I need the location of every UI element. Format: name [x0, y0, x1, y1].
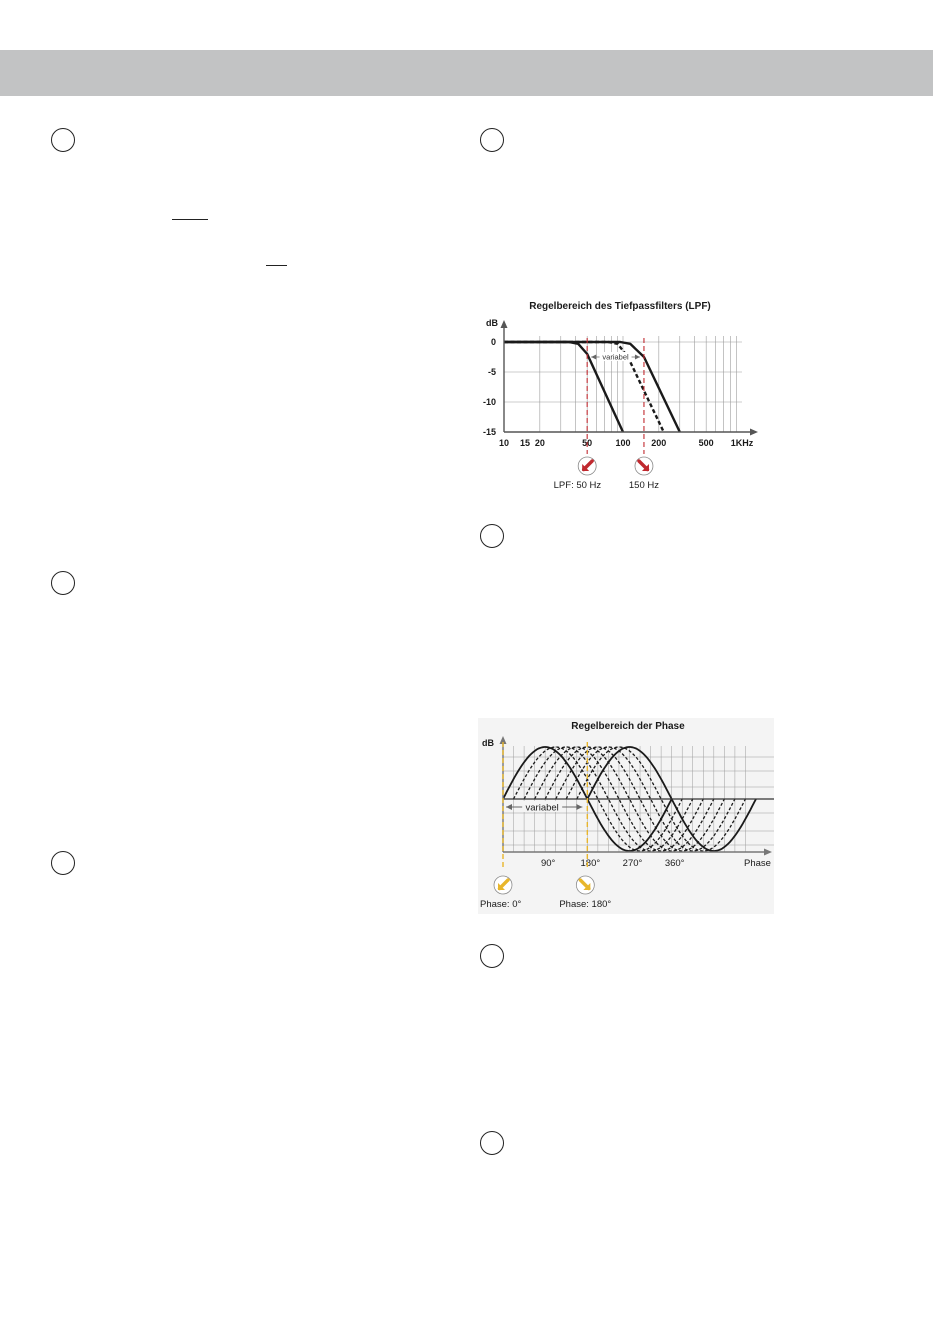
x-tick-label: 100: [615, 438, 631, 448]
chart-title: Regelbereich des Tiefpassfilters (LPF): [529, 301, 711, 312]
marker-arrow-icon: [578, 457, 596, 475]
x-tick-label: 180°: [580, 858, 601, 869]
section-marker-7: [480, 1131, 504, 1155]
marker-label: LPF: 50 Hz: [553, 480, 602, 491]
x-tick-label: 500: [698, 438, 714, 448]
y-tick-label: -10: [482, 397, 496, 407]
section-marker-6: [480, 944, 504, 968]
x-tick-label: 50: [582, 438, 593, 448]
x-tick-label: 200: [651, 438, 667, 448]
marker-label: 150 Hz: [628, 480, 660, 491]
section-marker-5: [480, 524, 504, 548]
x-tick-label: 10: [498, 438, 510, 448]
y-axis-label: dB: [482, 738, 494, 748]
annotation-text: variabel: [602, 352, 629, 362]
header-bar: [0, 50, 933, 96]
section-marker-3: [51, 851, 75, 875]
y-axis-label: dB: [486, 318, 498, 328]
marker-arrow-icon: [635, 457, 653, 475]
lpf-chart: [470, 296, 770, 496]
underline-mark: [266, 265, 287, 266]
x-tick-label: 20: [534, 438, 545, 448]
x-axis-label: Phase: [744, 858, 771, 869]
underline-mark: [172, 219, 208, 220]
marker-label: Phase: 0°: [480, 899, 522, 910]
section-marker-2: [51, 571, 75, 595]
x-tick-label: 90°: [540, 858, 556, 869]
x-tick-label: 15: [519, 438, 530, 448]
x-tick-label: 360°: [664, 858, 685, 869]
y-tick-label: -15: [482, 427, 496, 437]
x-tick-label: 270°: [622, 858, 643, 869]
phase-chart: [478, 718, 774, 914]
marker-arrow-icon: [494, 876, 512, 894]
annotation-text: variabel: [525, 802, 559, 814]
marker-label: Phase: 180°: [559, 899, 612, 910]
chart-grid: [504, 336, 742, 432]
x-tick-label: 1KHz: [730, 438, 754, 448]
chart-title: Regelbereich der Phase: [571, 721, 685, 732]
section-marker-1: [51, 128, 75, 152]
section-marker-4: [480, 128, 504, 152]
y-tick-label: 0: [490, 337, 496, 347]
y-tick-label: -5: [487, 367, 496, 377]
marker-arrow-icon: [576, 876, 594, 894]
